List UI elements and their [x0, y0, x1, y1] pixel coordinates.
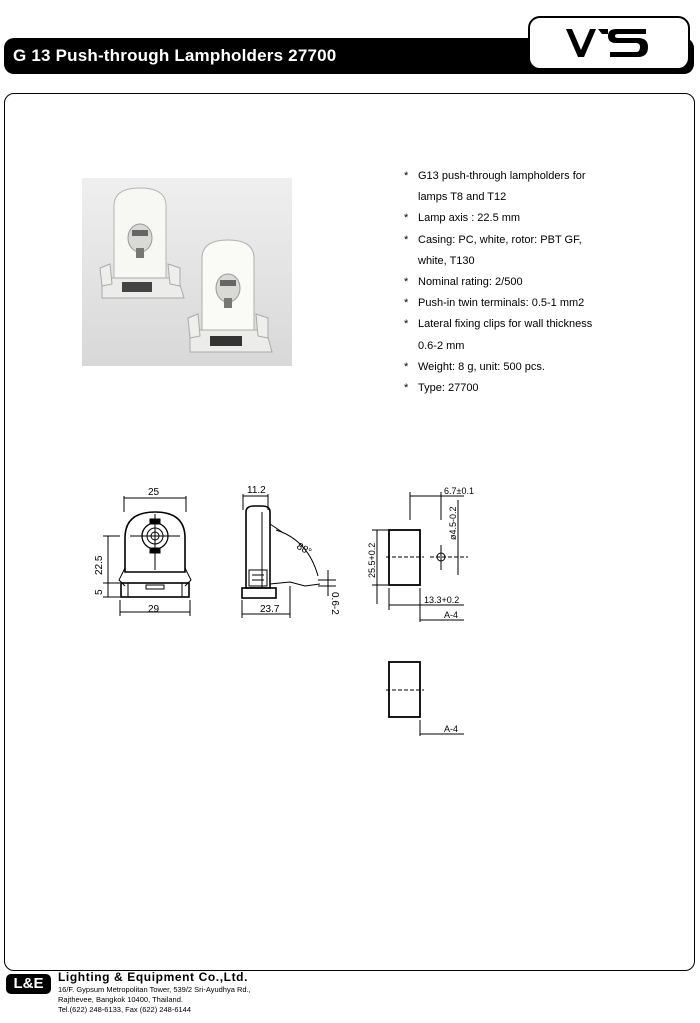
bullet: *: [404, 276, 409, 289]
dim-front-width-top: 25: [148, 487, 160, 498]
dim-cut-diameter: ø4.5-0.2: [448, 506, 458, 540]
address-line-1: 16/F. Gypsum Metropolitan Tower, 539/2 Sri-Ayudhya Rd.,: [58, 985, 251, 994]
dim-cut-width: 13.3+0.2: [424, 595, 460, 605]
dim-side-bottom: 23.7: [260, 604, 280, 615]
spec-item: * Lamp axis : 22.5 mm: [404, 208, 694, 229]
bullet: *: [404, 297, 409, 310]
le-logo: L&E: [6, 974, 51, 994]
front-view: [103, 496, 191, 616]
dim-front-width-bottom: 29: [148, 604, 160, 615]
bullet: *: [404, 233, 409, 246]
bullet: *: [404, 318, 409, 331]
dim-cut2-label: A-4: [444, 724, 459, 734]
spec-item: * Casing: PC, white, rotor: PBT GF, white, T130: [404, 230, 694, 272]
dim-front-base: 5: [94, 589, 105, 595]
dim-cut-label: A-4: [444, 610, 459, 620]
spec-item: * Weight: 8 g, unit: 500 pcs.: [404, 357, 694, 378]
dim-side-wall: 0.6-2: [329, 592, 340, 615]
bullet: *: [404, 212, 409, 225]
page-title: G 13 Push-through Lampholders 27700: [13, 46, 337, 65]
side-view: [242, 494, 336, 618]
bullet: *: [404, 170, 409, 182]
spec-item: * Nominal rating: 2/500: [404, 272, 694, 293]
company-name: Lighting & Equipment Co.,Ltd.: [58, 970, 249, 984]
dim-side-angle: 88°: [294, 541, 314, 559]
bullet: *: [404, 382, 409, 395]
spec-item: * Push-in twin terminals: 0.5-1 mm2: [404, 293, 694, 314]
dim-cut-top: 6.7±0.1: [444, 486, 474, 496]
spec-item: * G13 push-through lampholders for lamps T8 and T12: [404, 166, 694, 208]
address-line-2: Rajthevee, Bangkok 10400, Thailand.: [58, 995, 183, 1004]
dim-side-top: 11.2: [247, 485, 266, 496]
spec-item: * Lateral fixing clips for wall thickness 0.6-2 mm: [404, 314, 694, 356]
spec-item: * Type: 27700: [404, 378, 694, 399]
dim-front-height: 22.5: [94, 555, 105, 575]
dim-cut-height: 25.5+0.2: [367, 542, 377, 578]
contact-line: Tel.(622) 248-6133, Fax (622) 248-6144: [58, 1005, 192, 1014]
bullet: *: [404, 360, 409, 373]
